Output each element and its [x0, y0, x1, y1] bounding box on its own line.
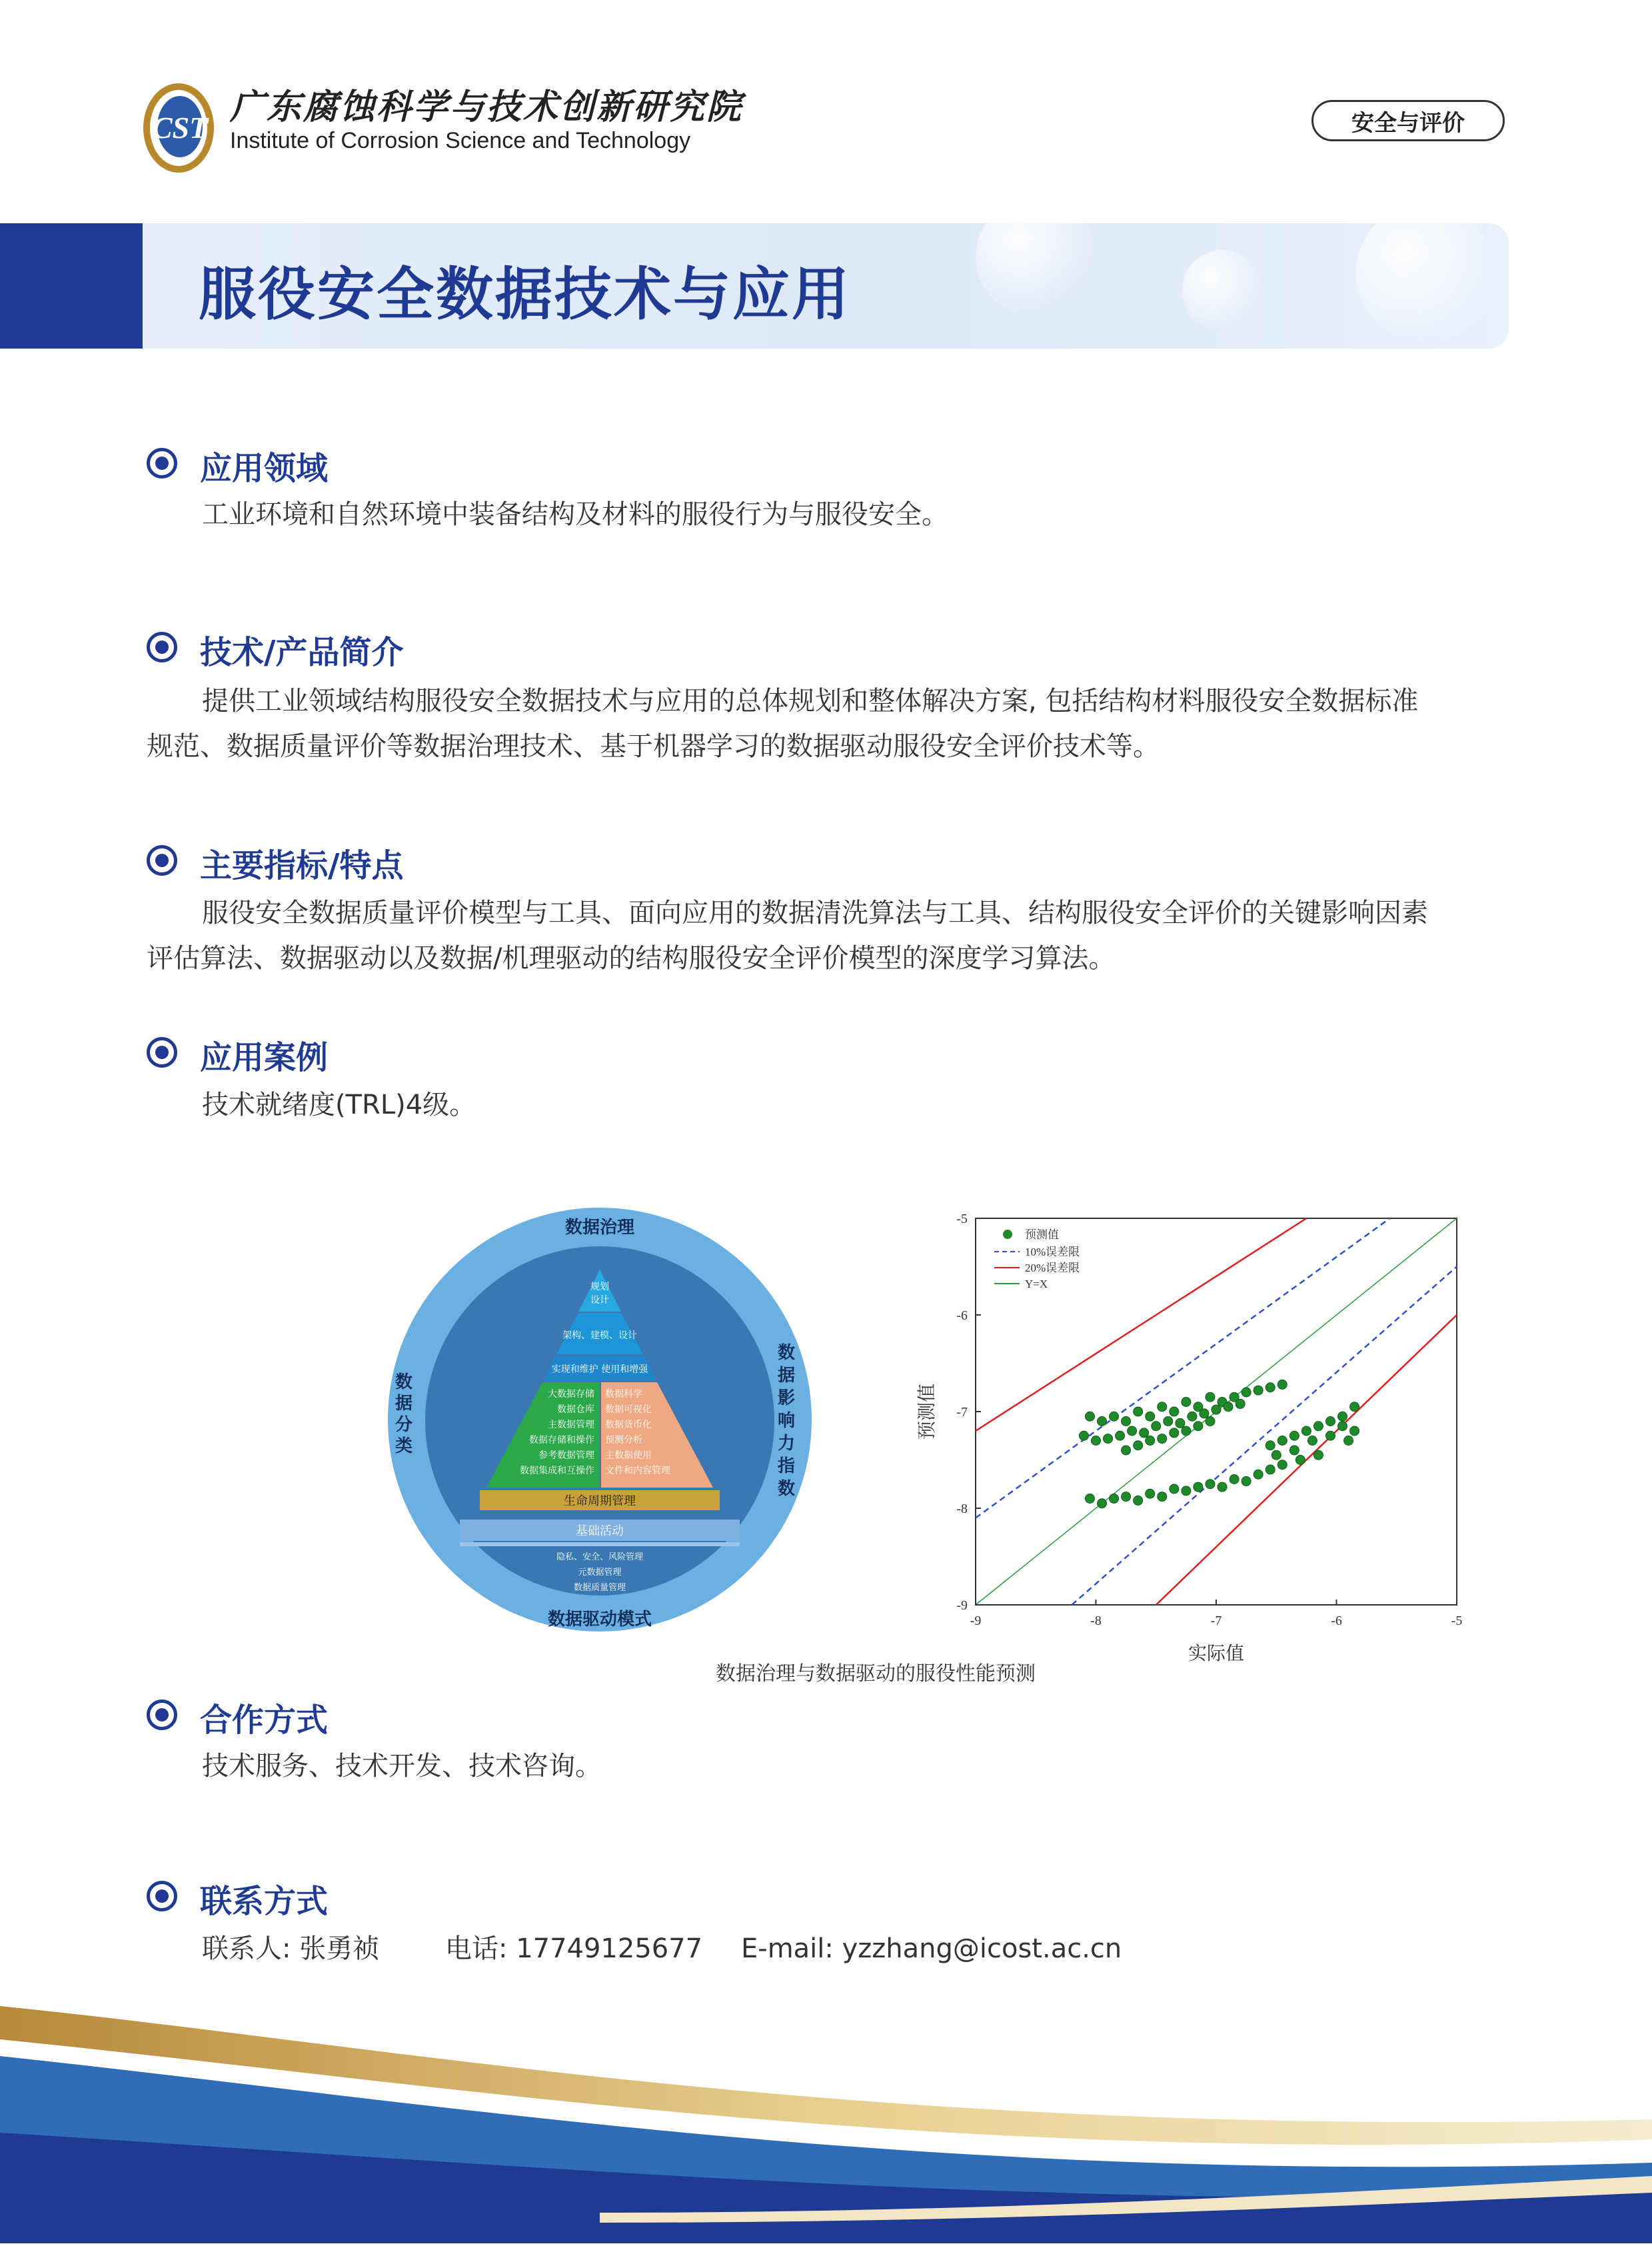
- scatter-point: [1182, 1398, 1191, 1407]
- legend-label: 预测值: [1025, 1228, 1059, 1241]
- footer-wave-decoration: [0, 1993, 1652, 2243]
- scatter-point: [1079, 1431, 1088, 1440]
- scatter-point: [1241, 1388, 1251, 1397]
- outer-top-label: 数据治理: [564, 1218, 635, 1238]
- scatter-point: [1182, 1426, 1191, 1436]
- scatter-point: [1338, 1422, 1347, 1431]
- lifecycle-label: 生命周期管理: [564, 1494, 636, 1508]
- scatter-point: [1307, 1436, 1317, 1446]
- section-bullet-icon: [147, 448, 177, 479]
- scatter-point: [1350, 1402, 1359, 1412]
- legend-label: 10%误差限: [1025, 1246, 1080, 1258]
- scatter-point: [1277, 1460, 1287, 1470]
- scatter-point: [1325, 1431, 1335, 1440]
- scatter-point: [1122, 1446, 1131, 1455]
- contact-phone: 电话: 17749125677: [445, 1933, 703, 1964]
- right-item: 文件和内容管理: [605, 1466, 670, 1476]
- scatter-point: [1224, 1402, 1233, 1412]
- outer-right-char: 据: [777, 1366, 796, 1386]
- tier3-label: 实现和维护 使用和增强: [551, 1364, 648, 1375]
- scatter-point: [1313, 1422, 1323, 1431]
- scatter-point: [1098, 1499, 1107, 1508]
- scatter-point: [1146, 1436, 1155, 1446]
- scatter-point: [1104, 1434, 1113, 1444]
- scatter-point: [1146, 1412, 1155, 1421]
- decorative-bubble: [976, 223, 1096, 317]
- scatter-point: [1265, 1441, 1275, 1450]
- y-tick-label: -6: [956, 1308, 968, 1323]
- scatter-point: [1146, 1489, 1155, 1498]
- x-tick-label: -6: [1331, 1614, 1342, 1628]
- y-tick-label: -8: [956, 1502, 968, 1516]
- scatter-point: [1313, 1450, 1323, 1460]
- tech-intro-line-1: 提供工业领域结构服役安全数据技术与应用的总体规划和整体解决方案, 包括结构材料服役安全数据标准: [202, 686, 1419, 716]
- scatter-point: [1110, 1412, 1119, 1421]
- scatter-point: [1188, 1412, 1197, 1421]
- scatter-point: [1265, 1465, 1275, 1474]
- y-tick-label: -5: [956, 1212, 968, 1226]
- left-item: 数据仓库: [557, 1404, 594, 1415]
- scatter-point: [1170, 1484, 1179, 1494]
- x-axis-label: 实际值: [1188, 1644, 1245, 1664]
- institute-name-en: Institute of Corrosion Science and Technology: [230, 128, 691, 153]
- scatter-point: [1176, 1418, 1185, 1428]
- scatter-point: [1140, 1428, 1149, 1438]
- section-bullet-icon: [147, 1037, 177, 1068]
- title-banner-accent: [0, 223, 143, 349]
- scatter-point: [1325, 1417, 1335, 1426]
- scatter-point: [1122, 1417, 1131, 1426]
- scatter-point: [1218, 1482, 1227, 1492]
- legend-marker-points: [1003, 1230, 1012, 1239]
- scatter-point: [1134, 1496, 1143, 1505]
- y-tick-label: -7: [956, 1405, 968, 1420]
- decorative-bubble: [1182, 250, 1262, 330]
- scatter-point: [1301, 1426, 1311, 1436]
- section-title-application-field: 应用领域: [200, 450, 329, 487]
- cooperation-text: 技术服务、技术开发、技术咨询。: [202, 1751, 602, 1781]
- legend-label: Y=X: [1025, 1278, 1048, 1290]
- tier1-label: 设计: [590, 1295, 609, 1306]
- scatter-point: [1158, 1492, 1167, 1502]
- scatter-point: [1170, 1407, 1179, 1416]
- scatter-point: [1194, 1422, 1203, 1431]
- left-item: 主数据管理: [548, 1420, 594, 1430]
- tech-intro-line-2: 规范、数据质量评价等数据治理技术、基于机器学习的数据驱动服役安全评价技术等。: [147, 731, 1160, 762]
- scatter-point: [1164, 1417, 1173, 1426]
- outer-right-char: 数: [777, 1479, 796, 1499]
- logo-letters: CST: [151, 111, 209, 145]
- right-item: 数据可视化: [605, 1404, 652, 1415]
- application-field-text: 工业环境和自然环境中装备结构及材料的服役行为与服役安全。: [202, 499, 948, 530]
- scatter-point: [1289, 1446, 1299, 1455]
- section-title-contact: 联系方式: [200, 1883, 329, 1920]
- scatter-point: [1098, 1417, 1107, 1426]
- outer-left-char: 分: [395, 1415, 413, 1435]
- outer-bottom-label: 数据驱动模式: [547, 1610, 652, 1630]
- left-item: 大数据存储: [548, 1389, 594, 1400]
- decorative-bubble: [1355, 223, 1495, 343]
- scatter-point: [1110, 1494, 1119, 1504]
- outer-right-char: 力: [777, 1434, 796, 1454]
- scatter-point: [1344, 1436, 1353, 1446]
- scatter-point: [1338, 1412, 1347, 1421]
- outer-left-char: 据: [395, 1394, 413, 1414]
- prediction-scatter-chart: [906, 1200, 1479, 1666]
- section-bullet-icon: [147, 1881, 177, 1911]
- section-bullet-icon: [147, 632, 177, 662]
- outer-right-char: 影: [777, 1388, 796, 1408]
- scatter-point: [1085, 1494, 1094, 1504]
- scatter-point: [1289, 1431, 1299, 1440]
- data-governance-diagram: [387, 1206, 813, 1633]
- scatter-point: [1241, 1476, 1251, 1486]
- section-bullet-icon: [147, 1699, 177, 1730]
- right-item: 主数据使用: [605, 1450, 652, 1461]
- x-tick-label: -7: [1210, 1614, 1222, 1628]
- y-axis-label: 预测值: [917, 1383, 938, 1440]
- scatter-point: [1134, 1441, 1143, 1450]
- scatter-point: [1253, 1386, 1263, 1395]
- scatter-point: [1200, 1409, 1209, 1418]
- foundation-item: 元数据管理: [578, 1568, 622, 1578]
- section-title-cooperation: 合作方式: [200, 1701, 329, 1739]
- scatter-point: [1134, 1407, 1143, 1416]
- left-item: 数据集成和互操作: [520, 1466, 594, 1476]
- x-tick-label: -9: [970, 1614, 982, 1628]
- institute-name-cn: 广东腐蚀科学与技术创新研究院: [230, 87, 744, 127]
- x-tick-label: -8: [1090, 1614, 1102, 1628]
- scatter-point: [1206, 1417, 1215, 1426]
- foundation-item: 数据质量管理: [573, 1583, 626, 1593]
- section-bullet-icon: [147, 845, 177, 876]
- scatter-point: [1277, 1436, 1287, 1446]
- scatter-point: [1158, 1434, 1167, 1444]
- scatter-point: [1194, 1482, 1203, 1492]
- x-tick-label: -5: [1451, 1614, 1463, 1628]
- left-item: 参考数据管理: [538, 1450, 594, 1461]
- section-title-tech-intro: 技术/产品简介: [200, 634, 404, 671]
- scatter-point: [1295, 1456, 1305, 1465]
- main-features-line-2: 评估算法、数据驱动以及数据/机理驱动的结构服役安全评价模型的深度学习算法。: [147, 943, 1116, 974]
- tier2-label: 架构、建模、设计: [562, 1330, 637, 1341]
- section-title-main-features: 主要指标/特点: [200, 847, 404, 884]
- scatter-point: [1265, 1383, 1275, 1392]
- outer-right-char: 响: [777, 1411, 796, 1431]
- right-item: 预测分析: [605, 1435, 642, 1446]
- scatter-point: [1230, 1475, 1239, 1484]
- category-tag: 安全与评价: [1311, 100, 1505, 141]
- scatter-point: [1206, 1392, 1215, 1402]
- foundation-label: 基础活动: [576, 1524, 624, 1538]
- institute-logo: [140, 75, 220, 175]
- contact-email[interactable]: E-mail: yzzhang@icost.ac.cn: [741, 1933, 1122, 1964]
- scatter-point: [1152, 1422, 1161, 1431]
- scatter-point: [1212, 1405, 1221, 1414]
- main-features-line-1: 服役安全数据质量评价模型与工具、面向应用的数据清洗算法与工具、结构服役安全评价的关键影响因素: [202, 898, 1428, 928]
- scatter-point: [1128, 1426, 1137, 1436]
- scatter-point: [1350, 1426, 1359, 1436]
- left-item: 数据存储和操作: [529, 1435, 594, 1446]
- figure-caption: 数据治理与数据驱动的服役性能预测: [716, 1662, 1036, 1685]
- scatter-point: [1277, 1380, 1287, 1389]
- cases-text: 技术就绪度(TRL)4级。: [202, 1090, 476, 1120]
- right-item: 数据货币化: [605, 1420, 652, 1430]
- scatter-point: [1271, 1450, 1281, 1460]
- legend-label: 20%误差限: [1025, 1262, 1080, 1274]
- tier1-label: 规划: [590, 1282, 609, 1292]
- scatter-point: [1158, 1402, 1167, 1412]
- foundation-item: 隐私、安全、风险管理: [556, 1552, 644, 1562]
- scatter-point: [1170, 1428, 1179, 1438]
- contact-person: 联系人: 张勇祯: [202, 1933, 380, 1964]
- outer-right-char: 指: [777, 1456, 796, 1476]
- scatter-point: [1236, 1399, 1245, 1408]
- scatter-point: [1206, 1480, 1215, 1489]
- section-title-cases: 应用案例: [200, 1039, 329, 1076]
- page-title: 服役安全数据技术与应用: [199, 261, 851, 328]
- scatter-point: [1116, 1431, 1125, 1440]
- scatter-point: [1092, 1436, 1101, 1446]
- scatter-point: [1122, 1492, 1131, 1502]
- outer-left-char: 数: [395, 1372, 413, 1392]
- right-item: 数据科学: [605, 1389, 642, 1400]
- scatter-point: [1182, 1486, 1191, 1496]
- outer-right-char: 数: [777, 1343, 796, 1363]
- y-tick-label: -9: [956, 1598, 968, 1613]
- scatter-point: [1253, 1470, 1263, 1479]
- scatter-point: [1085, 1412, 1094, 1421]
- outer-left-char: 类: [395, 1436, 413, 1456]
